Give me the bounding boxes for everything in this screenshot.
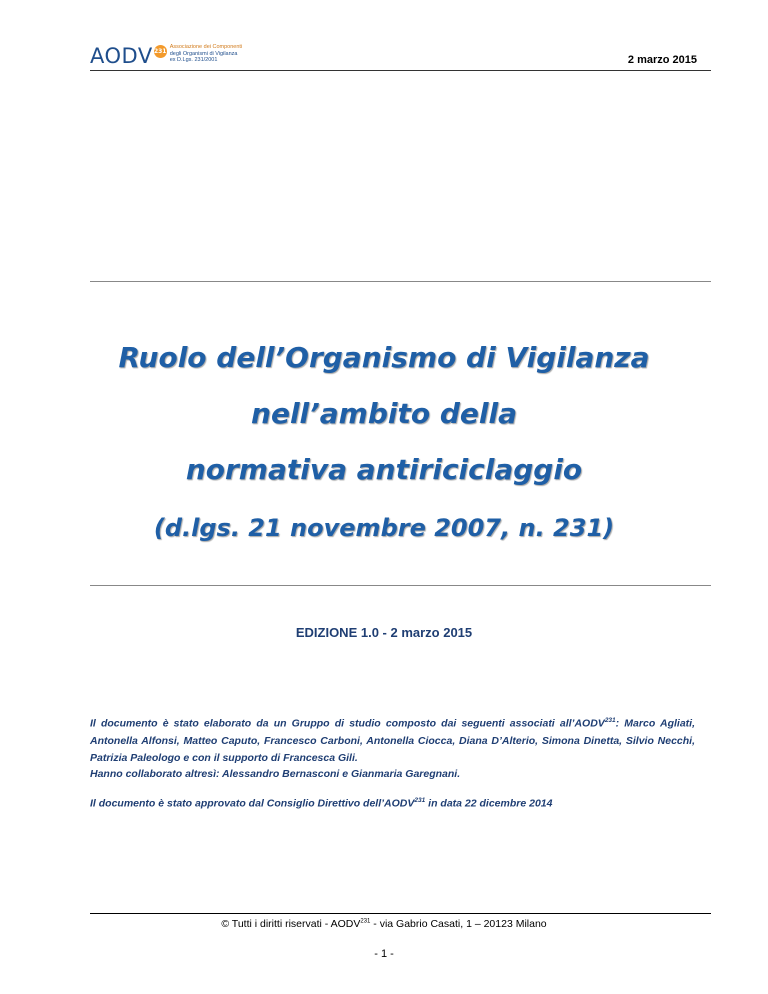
- authors-paragraph: [90, 712, 695, 767]
- authors-intro: Il documento è stato elaborato da un Gruppo di studio composto dai seguenti associati all’AODV: [90, 717, 605, 730]
- collaborators-paragraph: Hanno collaborato altresì: Alessandro Bernasconi e Gianmaria Garegnani.: [90, 768, 461, 780]
- footer-copyright: [0, 918, 768, 930]
- approval-date: in data 22 dicembre 2014: [425, 797, 553, 810]
- logo-tagline-line1: Associazione dei Componenti: [169, 44, 243, 50]
- authors-sup: 231: [604, 717, 616, 724]
- header-date: 2 marzo 2015: [627, 54, 697, 66]
- approval-paragraph: [90, 792, 695, 813]
- title-line-4: (d.lgs. 21 novembre 2007, n. 231): [153, 514, 615, 542]
- title-line-2: nell’ambito della: [251, 397, 517, 430]
- footer-text-2: - via Gabrio Casati, 1 – 20123 Milano: [370, 918, 547, 930]
- footer-divider: [90, 913, 711, 914]
- logo-badge-icon: 231: [154, 45, 167, 58]
- logo-wordmark: AODV: [90, 44, 153, 68]
- authors-list: : Marco Agliati, Antonella Alfonsi, Matteo Caputo, Francesco Carboni, Antonella Ciocca, Diana D’Alterio, Simona Dinetta, Silvio Necchi, Patrizia Paleologo e con il supporto di Francesca Gili.: [90, 717, 695, 764]
- approval-text: Il documento è stato approvato dal Consiglio Direttivo dell’AODV: [90, 797, 415, 810]
- aodv-logo: [90, 44, 242, 68]
- title-bottom-divider: [90, 585, 711, 586]
- footer-text-1: © Tutti i diritti riservati - AODV: [221, 918, 361, 930]
- document-title: [0, 330, 768, 558]
- title-line-1: Ruolo dell’Organismo di Vigilanza: [118, 341, 650, 374]
- title-line-3: normativa antiriciclaggio: [185, 453, 583, 486]
- approval-sup: 231: [414, 797, 426, 804]
- header-divider: [90, 70, 711, 71]
- logo-tagline-line2: degli Organismi di Vigilanza: [169, 50, 238, 57]
- logo-tagline-line3: ex D.Lgs. 231/2001: [169, 57, 218, 63]
- edition-label: EDIZIONE 1.0 - 2 marzo 2015: [295, 625, 473, 640]
- title-top-divider: [90, 281, 711, 282]
- footer-sup: 231: [360, 918, 371, 925]
- page-number: - 1 -: [374, 948, 394, 960]
- logo-tagline: [170, 44, 242, 64]
